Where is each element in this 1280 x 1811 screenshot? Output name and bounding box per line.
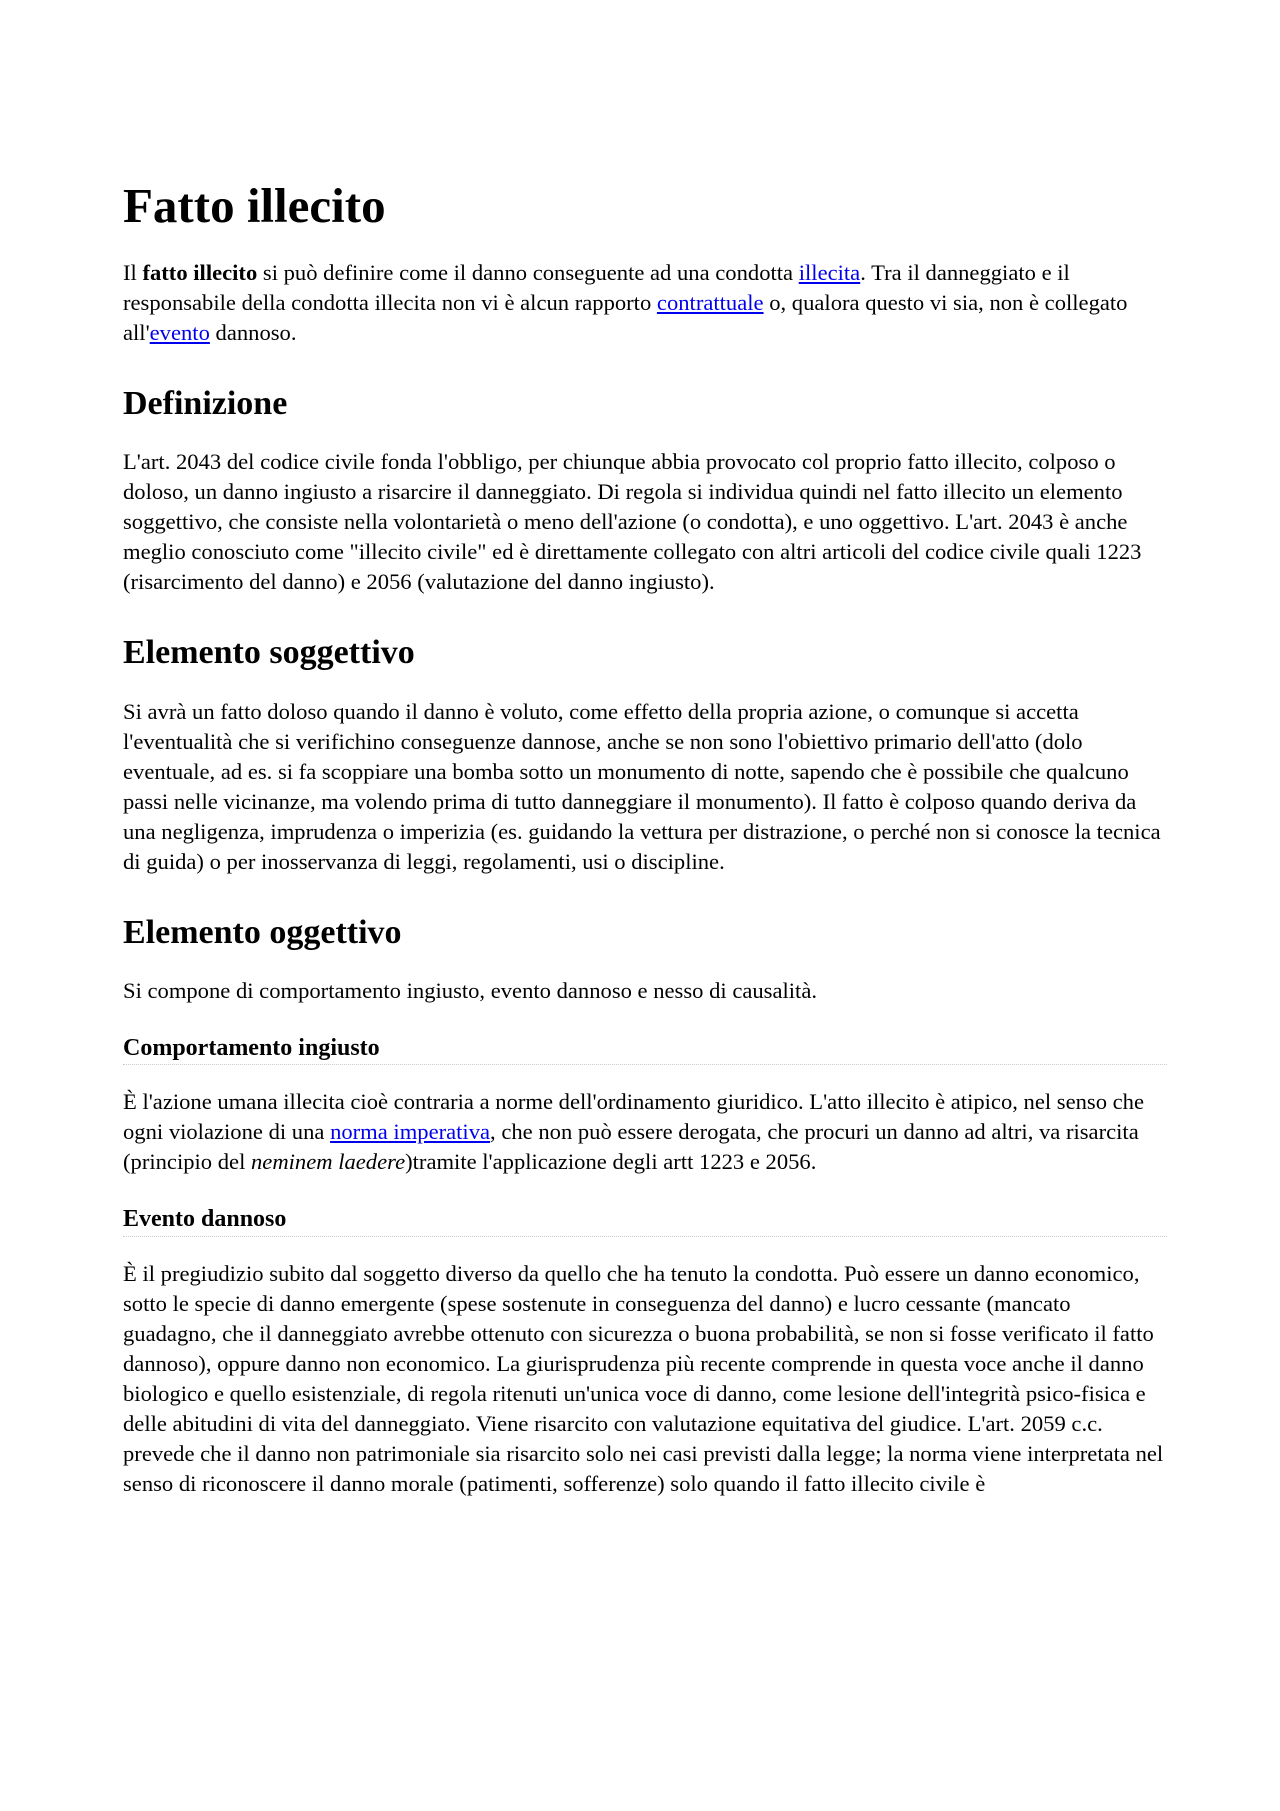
link-norma-imperativa[interactable]: norma imperativa (330, 1119, 491, 1145)
intro-text-4: o, qualora questo vi sia, non è collegato all' (123, 290, 1128, 346)
comportamento-text-2: , che non può essere derogata, che procuri un danno ad altri, va risarcita (principio del (123, 1119, 1139, 1175)
comportamento-text-3: )tramite l'applicazione degli artt 1223 e 2056. (405, 1149, 817, 1175)
comportamento-text-1: È l'azione umana illecita cioè contraria a norme dell'ordinamento giuridico. L'atto illecito è atipico, nel senso che ogni violazione di una (123, 1089, 1145, 1145)
intro-text-2: si può definire come il danno conseguente ad una condotta (257, 260, 799, 286)
comportamento-paragraph (123, 1087, 1167, 1177)
page-title: Fatto illecito (123, 178, 386, 233)
comportamento-italic-term: neminem laedere (251, 1149, 406, 1175)
soggettivo-paragraph: Si avrà un fatto doloso quando il danno è voluto, come effetto della propria azione, o comunque si accetta l'eventualità che si verifichino conseguenze dannose, anche se non sono l'obiettivo primario dell'atto (dolo eventuale, ad es. si fa scoppiare una bomba sotto un monumento di notte, sapendo che è possibile che qualcuno passi nelle vicinanze, ma volendo prima di tutto danneggiare il monumento). Il fatto è colposo quando deriva da una negligenza, imprudenza o imperizia (es. guidando la vettura per distrazione, o perché non si conosce la tecnica di guida) o per inosservanza di leggi, regolamenti, usi o discipline. (123, 698, 1161, 874)
definizione-paragraph: L'art. 2043 del codice civile fonda l'obbligo, per chiunque abbia provocato col proprio fatto illecito, colposo o doloso, un danno ingiusto a risarcire il danneggiato. Di regola si individua quindi nel fatto illecito un elemento soggettivo, che consiste nella volontarietà o meno dell'azione (o condotta), e uno oggettivo. L'art. 2043 è anche meglio conosciuto come "illecito civile" ed è direttamente collegato con altri articoli del codice civile quali 1223 (risarcimento del danno) e 2056 (valutazione del danno ingiusto). (123, 449, 1142, 595)
intro-paragraph (123, 258, 1167, 348)
oggettivo-paragraph: Si compone di comportamento ingiusto, evento dannoso e nesso di causalità. (123, 977, 817, 1003)
article (123, 178, 1167, 1499)
heading-comportamento-ingiusto: Comportamento ingiusto (123, 1034, 1167, 1066)
heading-evento-dannoso: Evento dannoso (123, 1205, 1167, 1237)
intro-bold-term: fatto illecito (142, 260, 258, 286)
intro-text-3: . Tra il danneggiato e il responsabile della condotta illecita non vi è alcun rapporto (123, 260, 1070, 316)
evento-paragraph: È il pregiudizio subito dal soggetto diverso da quello che ha tenuto la condotta. Può essere un danno economico, sotto le specie di danno emergente (spese sostenute in conseguenza del danno) e lucro cessante (mancato guadagno, che il danneggiato avrebbe ottenuto con sicurezza o buona probabilità, se non si fosse verificato il fatto dannoso), oppure danno non economico. La giurisprudenza più recente comprende in questa voce anche il danno biologico e quello esistenziale, di regola ritenuti un'unica voce di danno, come lesione dell'integrità psico-fisica e delle abitudini di vita del danneggiato. Viene risarcito con valutazione equitativa del giudice. L'art. 2059 c.c. prevede che il danno non patrimoniale sia risarcito solo nei casi previsti dalla legge; la norma viene interpretata nel senso di riconoscere il danno morale (patimenti, sofferenze) solo quando il fatto illecito civile è (123, 1261, 1164, 1497)
link-contrattuale[interactable]: contrattuale (656, 290, 764, 316)
heading-elemento-oggettivo: Elemento oggettivo (123, 913, 402, 951)
heading-elemento-soggettivo: Elemento soggettivo (123, 634, 415, 672)
intro-text-5: dannoso. (209, 320, 297, 346)
link-evento[interactable]: evento (149, 320, 210, 346)
link-illecita[interactable]: illecita (798, 260, 861, 286)
intro-text-1: Il (123, 260, 143, 286)
heading-definizione: Definizione (123, 385, 288, 423)
